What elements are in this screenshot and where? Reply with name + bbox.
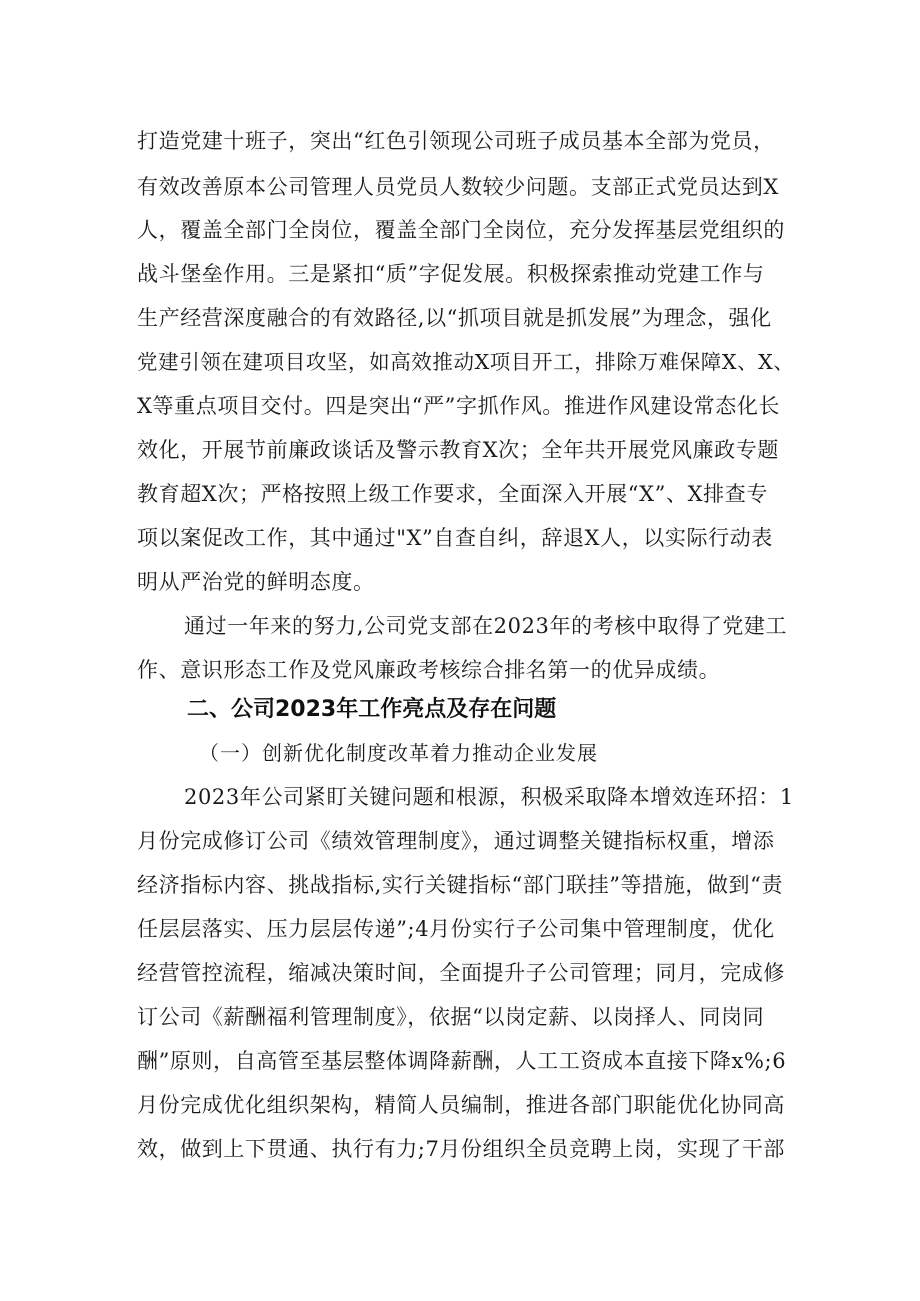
paragraph-line: 效，做到上下贯通、执行有力;7月份组织全员竞聘上岗，实现了干部 xyxy=(137,1137,786,1161)
paragraph-line: 效化，开展节前廉政谈话及警示教育X次；全年共开展党风廉政专题 xyxy=(137,438,779,462)
paragraph-line: 打造党建十班子，突出“红色引领现公司班子成员基本全部为党员， xyxy=(137,129,775,153)
paragraph-line: 生产经营深度融合的有效路径,以“抓项目就是抓发展”为理念，强化 xyxy=(137,306,772,330)
paragraph-line: 经营管控流程，缩减决策时间，全面提升子公司管理；同月，完成修 xyxy=(137,961,785,985)
paragraph-line: 党建引领在建项目攻坚，如高效推动X项目开工，排除万难保障X、X、 xyxy=(137,350,795,374)
paragraph-line: 2023年公司紧盯关键问题和根源，积极采取降本增效连环招：1 xyxy=(184,785,794,809)
paragraph-line: 经济指标内容、挑战指标,实行关键指标“部门联挂”等措施，做到“责 xyxy=(137,873,784,897)
paragraph-line: 月份完成优化组织架构，精简人员编制，推进各部门职能优化协同高 xyxy=(137,1093,785,1117)
paragraph-line: 人，覆盖全部门全岗位，覆盖全部门全岗位，充分发挥基层党组织的 xyxy=(137,218,785,242)
paragraph-line: 教育超X次；严格按照上级工作要求，全面深入开展“X”、X排查专 xyxy=(137,482,768,506)
paragraph-line: 有效改善原本公司管理人员党员人数较少问题。支部正式党员达到X xyxy=(137,175,779,199)
paragraph-line: 项以案促改工作，其中通过"X”自查自纠，辞退X人，以实际行动表 xyxy=(137,526,773,550)
paragraph-line: 明从严治党的鲜明态度。 xyxy=(137,570,375,594)
paragraph-line: 通过一年来的努力,公司党支部在2023年的考核中取得了党建工 xyxy=(184,614,788,638)
paragraph-line: 订公司《薪酬福利管理制度》，依据“以岗定薪、以岗择人、同岗同 xyxy=(137,1005,765,1029)
subsection-heading: （一）创新优化制度改革着力推动企业发展 xyxy=(199,741,598,765)
paragraph-line: 任层层落实、压力层层传递”;4月份实行子公司集中管理制度，优化 xyxy=(137,917,775,941)
paragraph-line: 战斗堡垒作用。三是紧扣“质”字促发展。积极探索推动党建工作与 xyxy=(137,262,765,286)
paragraph-line: 月份完成修订公司《绩效管理制度》，通过调整关键指标权重，增添 xyxy=(137,829,775,853)
paragraph-line: X等重点项目交付。四是突出“严”字抓作风。推进作风建设常态化长 xyxy=(137,394,781,418)
paragraph-line: 作、意识形态工作及党风廉政考核综合排名第一的优异成绩。 xyxy=(137,658,721,682)
section-heading: 二、公司2023年工作亮点及存在问题 xyxy=(187,697,557,722)
paragraph-line: 酬”原则，自高管至基层整体调降薪酬，人工工资成本直接下降x%;6 xyxy=(137,1049,787,1073)
